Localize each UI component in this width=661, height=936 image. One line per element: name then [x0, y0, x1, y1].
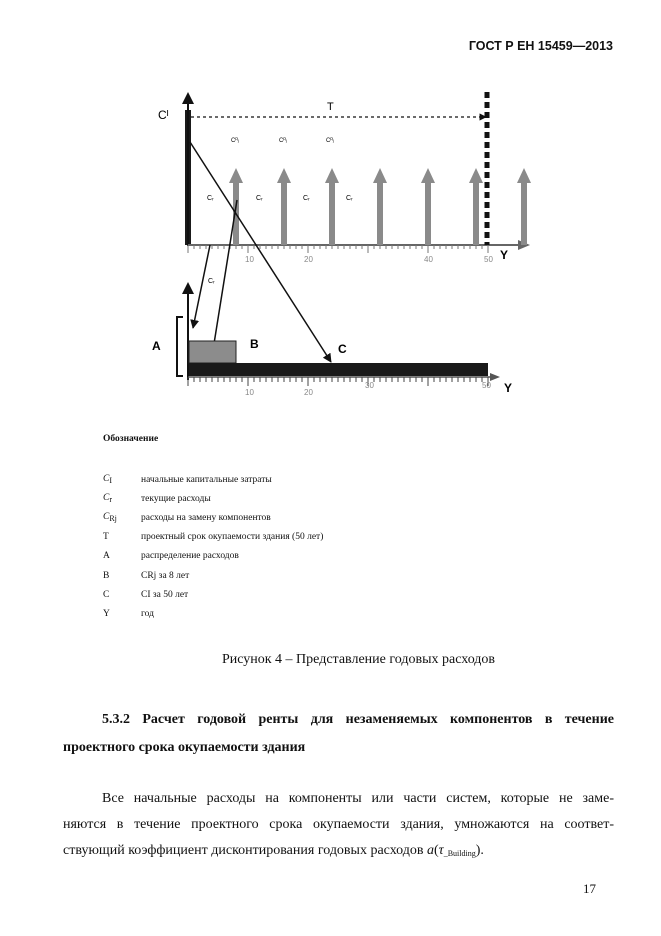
legend-description: год: [141, 608, 154, 619]
top-tick-label-40: 40: [424, 255, 433, 264]
top-tick-label-20: 20: [304, 255, 313, 264]
connector-cr-to-a: [193, 245, 210, 328]
running-arrow-head: [421, 168, 435, 183]
legend-symbol: C: [103, 589, 110, 600]
legend-item: [103, 566, 523, 585]
connector-cr-label: Cᵣ: [208, 278, 215, 285]
formula-tau: τ: [438, 843, 444, 858]
connector-lines: [190, 142, 331, 362]
bottom-x-ticks: [188, 377, 488, 386]
section-heading-line-2: проектного срока окупаемости здания: [63, 740, 306, 755]
bracket-a: [177, 317, 183, 376]
label-a: A: [152, 339, 161, 353]
bottom-chart: [152, 282, 512, 397]
page-number: 17: [583, 881, 596, 896]
section-heading-line-1: 5.3.2 Расчет годовой ренты для незаменяемых компонентов в течение: [102, 712, 614, 727]
replacement-label-3: Cᴿⱼ: [326, 138, 335, 144]
legend-symbol: Y: [103, 608, 110, 619]
legend-list: [103, 470, 523, 624]
legend-symbol: B: [103, 570, 110, 581]
legend-symbol-sub: Rj: [109, 514, 117, 524]
running-arrow-head: [373, 168, 387, 183]
top-y-axis-arrowhead: [182, 92, 194, 104]
formula-subscript: _Building: [443, 849, 476, 858]
legend-item: [103, 508, 523, 527]
legend-item: [103, 470, 523, 489]
running-arrow-shaft: [377, 180, 383, 245]
legend-item: [103, 604, 523, 623]
running-arrow-shaft: [281, 180, 287, 245]
bottom-tick-label-20: 20: [304, 388, 313, 397]
running-label-1: Cᵣ: [207, 195, 214, 202]
document-standard-header: ГОСТ Р ЕН 15459—2013: [468, 39, 613, 53]
label-c: C: [338, 342, 347, 356]
legend-description: CRj за 8 лет: [141, 570, 190, 581]
body-paragraph: [63, 786, 614, 867]
legend-symbol: A: [103, 551, 110, 562]
formula-a: a: [427, 843, 434, 858]
legend-item: [103, 489, 523, 508]
paragraph-line-3: ствующий коэффициент дисконтирования годовых расходов $a(\tau_{\_Building})$.: [63, 843, 484, 858]
running-arrow-shaft: [425, 180, 431, 245]
figure-caption: Рисунок 4 – Представление годовых расходов: [221, 652, 496, 667]
running-arrow-head: [517, 168, 531, 183]
legend-title: Обозначение: [103, 434, 159, 444]
section-heading: [63, 706, 614, 762]
running-label-4: Cᵣ: [346, 195, 353, 202]
connector-replacement-to-b: [213, 200, 237, 350]
t-period-label: T: [327, 101, 334, 113]
running-arrow-shaft: [329, 180, 335, 245]
bottom-y-axis-arrowhead: [182, 282, 194, 294]
top-tick-label-50: 50: [484, 255, 493, 264]
legend-symbol-sub: I: [109, 476, 113, 486]
legend-description: проектный срок окупаемости здания (50 лет): [141, 532, 324, 543]
legend-description: текущие расходы: [141, 493, 211, 504]
bottom-x-axis-arrowhead: [490, 373, 500, 381]
top-y-axis-label: Cᴵ: [158, 108, 169, 122]
bottom-x-axis-label: Y: [504, 381, 513, 395]
legend-symbol: $C_I$: [103, 474, 113, 486]
legend-description: CI за 50 лет: [141, 589, 189, 600]
top-tick-label-10: 10: [245, 255, 254, 264]
paragraph-line-2: няются в течение проектного срока окупаемости здания, умножаются на соответ-: [63, 817, 614, 832]
label-b: B: [250, 337, 259, 351]
connector-ci-to-c: [190, 142, 331, 362]
paragraph-line-3-text: ствующий коэффициент дисконтирования годовых расходов: [63, 843, 424, 858]
running-arrow-head: [277, 168, 291, 183]
top-x-axis-label: Y: [500, 248, 509, 262]
running-arrow-shaft: [521, 180, 527, 245]
legend-description: начальные капитальные затраты: [141, 474, 272, 485]
paragraph-line-1: Все начальные расходы на компоненты или части систем, которые не заме-: [102, 791, 614, 806]
running-arrow-head: [469, 168, 483, 183]
bottom-tick-label-30: 30: [365, 381, 374, 390]
running-arrow-head: [229, 168, 243, 183]
running-arrow-shaft: [473, 180, 479, 245]
running-arrow-head: [325, 168, 339, 183]
legend-item: [103, 547, 523, 566]
legend-item: [103, 528, 523, 547]
replacement-label-2: Cᴿⱼ: [279, 138, 288, 144]
annual-costs-figure: [0, 0, 661, 420]
replacement-label-1: Cᴿⱼ: [231, 138, 240, 144]
bottom-tick-label-10: 10: [245, 388, 254, 397]
running-label-3: Cᵣ: [303, 195, 310, 202]
legend-symbol: $C_r$: [103, 493, 113, 505]
legend-description: распределение расходов: [141, 551, 239, 562]
legend-symbol: T: [103, 532, 109, 543]
legend-description: расходы на замену компонентов: [141, 512, 271, 523]
top-x-ticks: [188, 245, 488, 253]
bottom-tick-label-50: 50: [482, 381, 491, 390]
legend-item: [103, 585, 523, 604]
formula-tail: .: [480, 843, 484, 858]
legend-symbol-sub: r: [109, 495, 113, 505]
legend-symbol: $C_{Rj}$: [103, 512, 117, 524]
box-b: [189, 341, 236, 363]
running-label-2: Cᵣ: [256, 195, 263, 202]
bar-c: [189, 363, 488, 376]
